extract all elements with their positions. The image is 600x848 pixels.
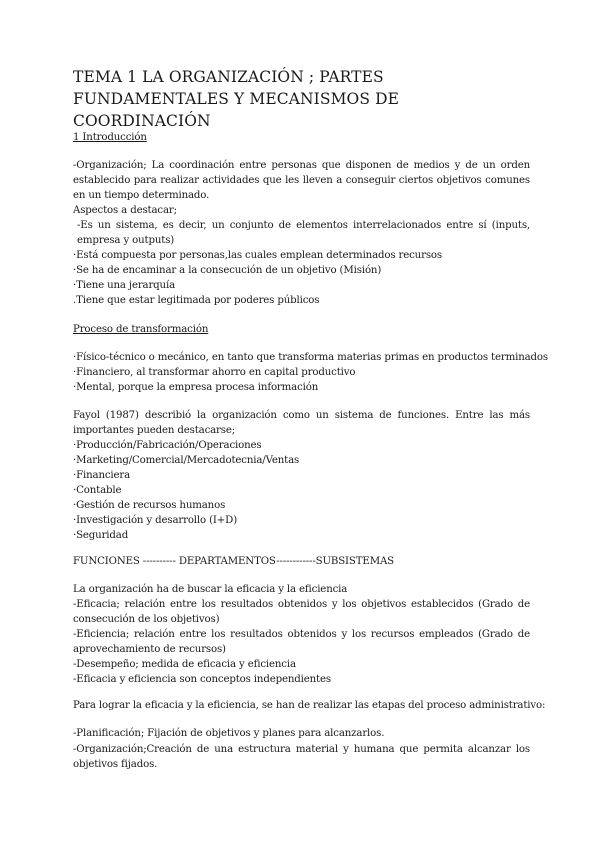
function-item: ·Contable [73,485,122,496]
process-item: ·Mental, porque la empresa procesa información [73,382,319,393]
efficiency-section [73,582,530,687]
independence-note: -Eficacia y eficiencia son conceptos independientes [73,674,331,685]
funciones-text: FUNCIONES ---------- DEPARTAMENTOS------------SUBSISTEMAS [73,556,395,567]
function-item: ·Marketing/Comercial/Mercadotecnia/Ventas [73,455,300,466]
organization-definition: -Organización; La coordinación entre personas que disponen de medios y de un orden establecido para realizar actividades que les lleven a conseguir ciertos objetivos comunes en un tiempo determinado. [73,160,530,201]
desempeno-definition: -Desempeño; medida de eficacia y eficiencia [73,659,296,670]
eficiencia-definition: -Eficiencia; relación entre los resultados obtenidos y los recursos empleados (Grado de aprovechamiento de recursos) [73,629,530,655]
aspects-label: Aspectos a destacar; [73,205,177,216]
funciones-line [73,554,394,569]
organization-section [73,158,530,308]
aspect-item: ·Está compuesta por personas,las cuales emplean determinados recursos [73,250,442,261]
fayol-section [73,408,530,543]
function-item: ·Financiera [73,470,131,481]
process-list [73,350,548,395]
eficacia-definition: -Eficacia; relación entre los resultados obtenidos y los objetivos establecidos (Grado de consecución de los objetivos) [73,599,530,625]
process-item: ·Físico-técnico o mecánico, en tanto que transforma materias primas en productos terminados [73,352,548,363]
function-item: ·Seguridad [73,530,129,541]
efficiency-intro: La organización ha de buscar la eficacia y la eficiencia [73,584,348,595]
process-heading: Proceso de transformación [73,324,209,335]
function-item: ·Gestión de recursos humanos [73,500,226,511]
aspects-first-item: -Es un sistema, es decir, un conjunto de elementos interrelacionados entre sí (inputs, empresa y outputs) [77,220,530,246]
document-page [73,66,548,770]
stage-organizacion: -Organización;Creación de una estructura material y humana que permita alcanzar los objetivos fijados. [73,744,530,770]
section-heading-introduccion [73,130,147,145]
function-item: ·Producción/Fabricación/Operaciones [73,440,262,451]
stage-planificacion: -Planificación; Fijación de objetivos y planes para alcanzarlos. [73,728,385,739]
function-item: ·Investigación y desarrollo (I+D) [73,515,238,526]
aspect-item: ·Tiene una jerarquía [73,280,175,291]
lograr-text: Para lograr la eficacia y la eficiencia, se han de realizar las etapas del proceso administrativo: [73,700,546,711]
aspect-item: .Tiene que estar legitimada por poderes públicos [73,295,320,306]
intro-heading: 1 Introducción [73,132,147,143]
process-item: ·Financiero, al transformar ahorro en capital productivo [73,367,356,378]
stages-section [73,726,530,772]
aspect-item: ·Se ha de encaminar a la consecución de un objetivo (Misión) [73,265,382,276]
lograr-paragraph [73,698,546,713]
document-title: TEMA 1 LA ORGANIZACIÓN ; PARTES FUNDAMENTALES Y MECANISMOS DE COORDINACIÓN [73,68,400,130]
section-heading-proceso [73,322,208,337]
fayol-paragraph: Fayol (1987) describió la organización como un sistema de funciones. Entre las más importantes pueden destacarse; [73,410,530,436]
